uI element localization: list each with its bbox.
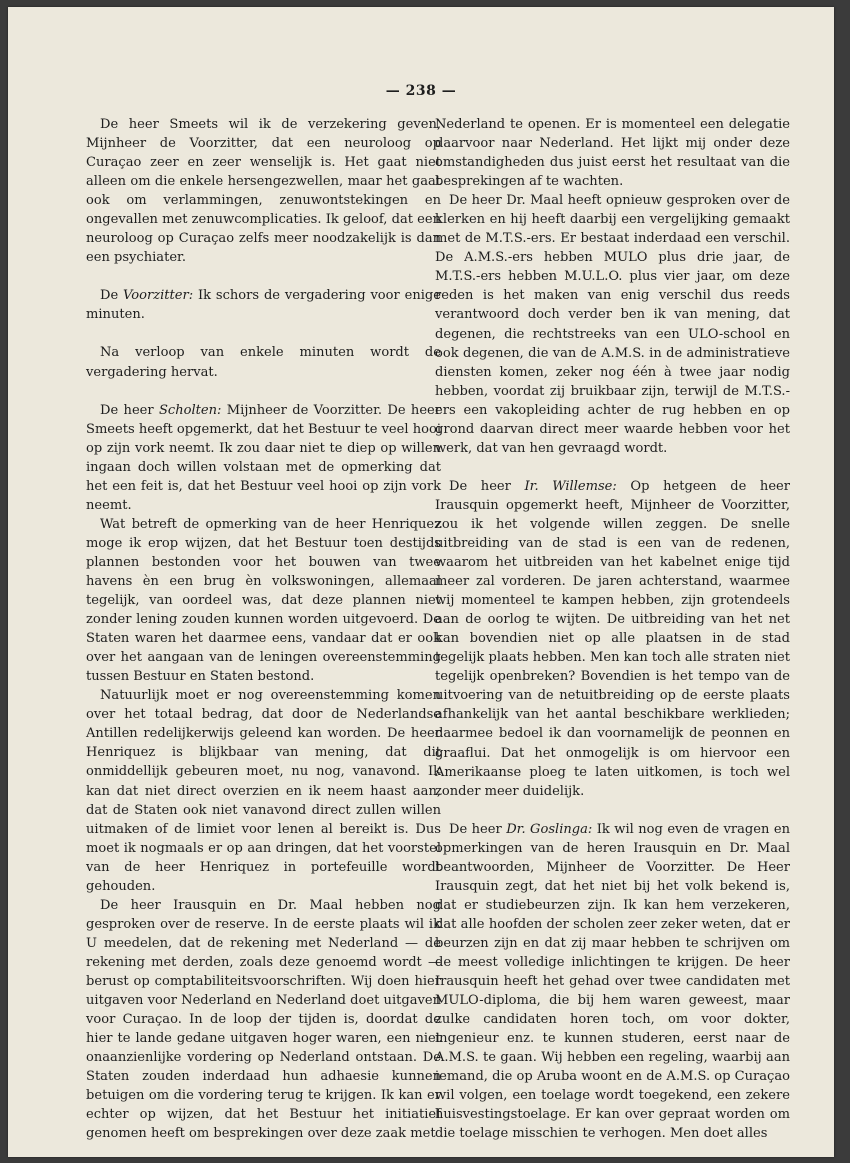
paragraph: De heer Ir. Willemse: Op hetgeen de heer Irausquin opgemerkt heeft, Mijnheer de Voorzitter, zou ik het volgende willen zeggen. De snelle uitbreiding van de stad is een van de redenen, waarom het uitbreiden van het kabelnet enige tijd meer zal vorderen. De jaren achterstand, waarmee wij momenteel te kampen hebben, zijn grotendeels aan de oorlog te wijten. De uitbreiding van het net kan bovendien niet op alle plaatsen in de stad tegelijk plaats hebben. Men kan toch alle straten niet tegelijk openbreken? Bovendien is het tempo van de uitvoering van de netuitbreiding op de eerste plaats afhankelijk van het aantal beschikbare werklieden; daarmee bedoel ik dan voornamelijk de peonnen en graaflui. Dat het onmogelijk is om hiervoor een Amerikaanse ploeg te laten uitkomen, is toch wel zonder meer duidelijk.	[435, 478, 791, 799]
paragraph: De heer Dr. Goslinga: Ik wil nog even de vragen en opmerkingen van de heren Irausquin en Dr. Maal beantwoorden, Mijnheer de Voorzitter. De Heer Irausquin zegt, dat het niet bij het volk bekend is, dat er studiebeurzen zijn. Ik kan hem verzekeren, dat alle hoofden der scholen zeer zeker weten, dat er beurzen zijn en dat zij maar hebben te schrijven om de meest volledige inlichtingen te krijgen. De heer Irausquin heeft het gehad over twee candidaten met MULO-diploma, die bij hem waren geweest, maar zulke candidaten horen toch, om voor dokter, ingenieur enz. te kunnen studeren, eerst naar de A.M.S. te gaan. Wij hebben een regeling, waarbij aan iemand, die op Aruba woont en de A.M.S. op Curaçao wil volgen, een toelage wordt toegekend, een zekere huisvestingstoelage. Er kan over gepraat worden om die toelage misschien te verhogen. Men doet alles	[435, 821, 790, 1142]
paragraph: De Voorzitter: Ik schors de vergadering voor enige minuten.	[86, 288, 441, 323]
left-column	[86, 115, 441, 1143]
paragraph: Nederland te openen. Er is momenteel een delegatie daarvoor naar Nederland. Het lijkt mij onder deze omstandigheden dus juist eerst het resultaat van die besprekingen af te wachten.	[435, 117, 790, 190]
speaker-name: Voorzitter:	[123, 288, 194, 304]
page-number: — 238 —	[385, 83, 457, 99]
speaker-name: Dr. Goslinga:	[506, 821, 593, 837]
speaker-name: Ir. Willemse:	[524, 478, 617, 494]
speaker-name: Scholten:	[158, 402, 222, 418]
paragraph: Na verloop van enkele minuten wordt de vergadering hervat.	[86, 345, 441, 380]
paragraph: De heer Scholten: Mijnheer de Voorzitter. De heer Smeets heeft opgemerkt, dat het Bestuur te veel hooi op zijn vork neemt. Ik zou daar niet te diep op willen ingaan doch willen volstaan met de opmerking dat het een feit is, dat het Bestuur veel hooi op zijn vork neemt.	[86, 402, 441, 513]
paragraph: Natuurlijk moet er nog overeenstemming komen over het totaal bedrag, dat door de Nederlandse Antillen redelijkerwijs geleend kan worden. De heer Henriquez is blijkbaar van mening, dat dit onmiddellijk gebeuren moet, nu nog, vanavond. Ik kan dat niet direct overzien en ik neem haast aan, dat de Staten ook niet vanavond direct zullen willen uitmaken of de limiet voor lenen al bereikt is. Dus moet ik nogmaals er op aan dringen, dat het voorstel van de heer Henriquez in portefeuille wordt gehouden.	[86, 688, 441, 894]
paragraph: De heer Irausquin en Dr. Maal hebben nog gesproken over de reserve. In de eerste plaats wil ik U meedelen, dat de rekening met Nederland — de rekening met derden, zoals deze genoemd wordt — berust op comptabiliteitsvoorschriften. Wij doen hier uitgaven voor Nederland en Nederland doet uitgaven voor Curaçao. In de loop der tijden is, doordat de hier te lande gedane uitgaven hoger waren, een niet onaanzienlijke vordering op Nederland ontstaan. De Staten zouden inderdaad hun adhaesie kunnen betuigen om die vordering terug te krijgen. Ik kan er echter op wijzen, dat het Bestuur het initiatief genomen heeft om besprekingen over deze zaak met	[86, 897, 441, 1142]
right-column	[435, 115, 790, 1143]
paragraph: Wat betreft de opmerking van de heer Henriquez moge ik erop wijzen, dat het Bestuur toen destijds plannen bestonden voor het bouwen van twee havens èn een brug èn volkswoningen, allemaal tegelijk, van oordeel was, dat deze plannen niet zonder lening zouden kunnen worden uitgevoerd. De Staten waren het daarmee eens, vandaar dat er ook over het aangaan van de leningen overeenstemming tussen Bestuur en Staten bestond.	[86, 516, 441, 685]
document-page	[8, 7, 834, 1157]
paragraph: De heer Dr. Maal heeft opnieuw gesproken over de klerken en hij heeft daarbij een vergelijking gemaakt met de M.T.S.-ers. Er bestaat inderdaad een verschil. De A.M.S.-ers hebben MULO plus drie jaar, de M.T.S.-ers hebben M.U.L.O. plus vier jaar, om deze reden is het maken van enig verschil dus reeds verantwoord doch verder ben ik van mening, dat degenen, die rechtstreeks van een ULO-school en ook degenen, die van de A.M.S. in de administratieve diensten komen, zeker nog één à twee jaar nodig hebben, voordat zij bruikbaar zijn, terwijl de M.T.S.-ers een vakopleiding achter de rug hebben en op grond daarvan direct meer waarde hebben voor het werk, dat van hen gevraagd wordt.	[435, 193, 790, 456]
paragraph: De heer Smeets wil ik de verzekering geven, Mijnheer de Voorzitter, dat een neuroloog op Curaçao zeer en zeer wenselijk is. Het gaat niet alleen om die enkele hersengezwellen, maar het gaat ook om verlammingen, zenuwontstekingen en ongevallen met zenuwcomplicaties. Ik geloof, dat een neuroloog op Curaçao zelfs meer noodzakelijk is dan een psychiater.	[86, 117, 441, 266]
